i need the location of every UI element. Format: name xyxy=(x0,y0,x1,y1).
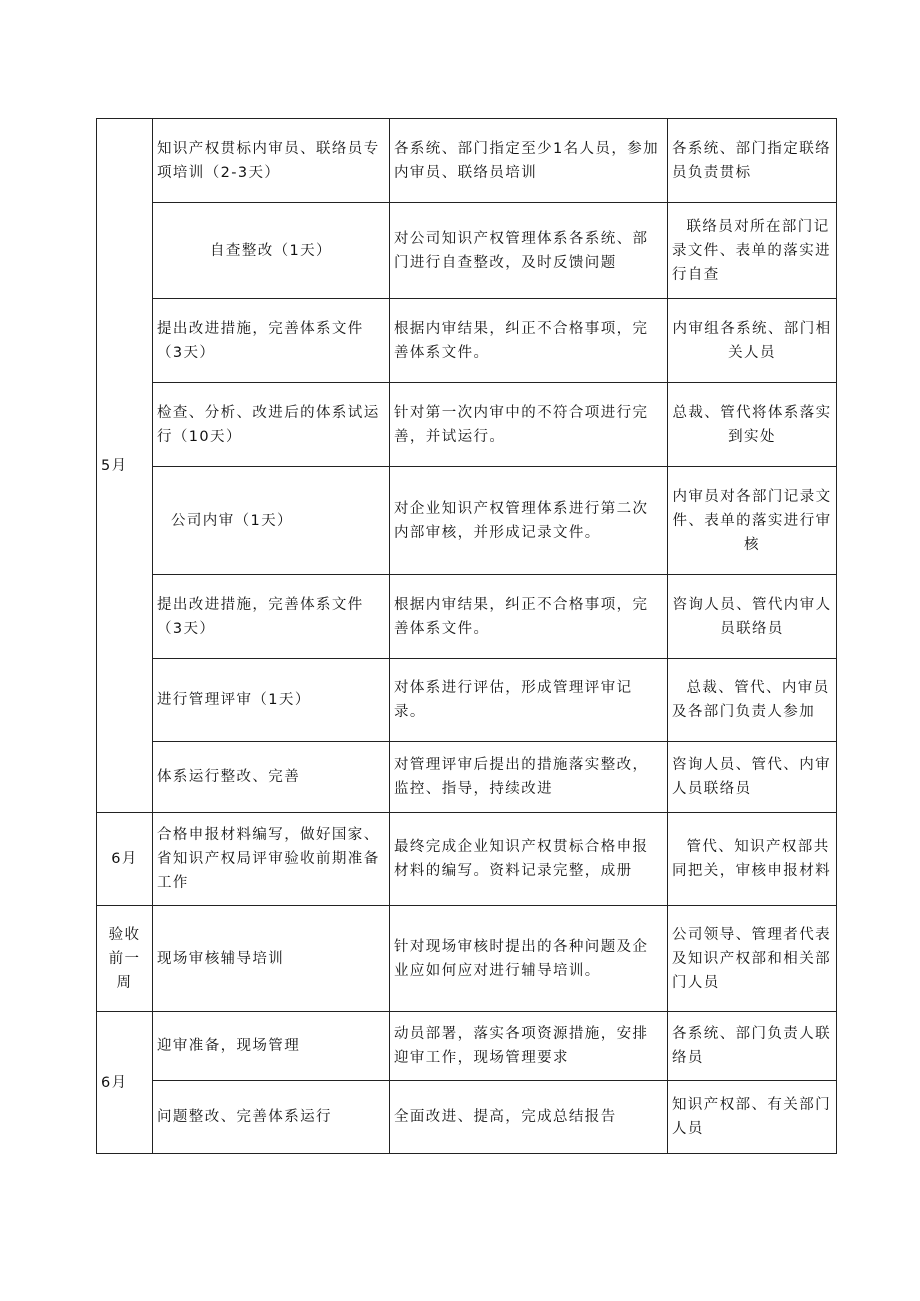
table-row xyxy=(97,383,837,467)
period-cell: 5月 xyxy=(97,119,153,813)
schedule-table xyxy=(96,118,837,1154)
owner-cell: 咨询人员、管代、内审人员联络员 xyxy=(668,742,837,813)
table-row xyxy=(97,813,837,906)
owner-cell: 公司领导、管理者代表及知识产权部和相关部门人员 xyxy=(668,906,837,1012)
task-cell: 合格申报材料编写，做好国家、省知识产权局评审验收前期准备工作 xyxy=(153,813,390,906)
table-row xyxy=(97,203,837,299)
task-cell: 知识产权贯标内审员、联络员专项培训（2-3天） xyxy=(153,119,390,203)
table-row xyxy=(97,575,837,659)
content-cell: 根据内审结果，纠正不合格事项，完善体系文件。 xyxy=(390,299,668,383)
content-cell: 各系统、部门指定至少1名人员，参加内审员、联络员培训 xyxy=(390,119,668,203)
content-cell: 对管理评审后提出的措施落实整改，监控、指导，持续改进 xyxy=(390,742,668,813)
table-row xyxy=(97,742,837,813)
period-cell: 验收前一周 xyxy=(97,906,153,1012)
content-cell: 对公司知识产权管理体系各系统、部门进行自查整改，及时反馈问题 xyxy=(390,203,668,299)
task-cell: 自查整改（1天） xyxy=(153,203,390,299)
content-cell: 对企业知识产权管理体系进行第二次内部审核，并形成记录文件。 xyxy=(390,467,668,575)
owner-cell: 总裁、管代将体系落实到实处 xyxy=(668,383,837,467)
owner-cell: 各系统、部门指定联络员负责贯标 xyxy=(668,119,837,203)
task-cell: 提出改进措施，完善体系文件（3天） xyxy=(153,575,390,659)
task-cell: 体系运行整改、完善 xyxy=(153,742,390,813)
owner-cell: 内审组各系统、部门相关人员 xyxy=(668,299,837,383)
task-cell: 检查、分析、改进后的体系试运行（10天） xyxy=(153,383,390,467)
owner-cell: 知识产权部、有关部门人员 xyxy=(668,1081,837,1154)
task-cell: 迎审准备，现场管理 xyxy=(153,1012,390,1081)
content-cell: 最终完成企业知识产权贯标合格申报材料的编写。资料记录完整，成册 xyxy=(390,813,668,906)
content-cell: 动员部署，落实各项资源措施，安排迎审工作，现场管理要求 xyxy=(390,1012,668,1081)
table-row xyxy=(97,119,837,203)
content-cell: 对体系进行评估，形成管理评审记录。 xyxy=(390,659,668,742)
task-cell: 现场审核辅导培训 xyxy=(153,906,390,1012)
period-cell: 6月 xyxy=(97,813,153,906)
owner-cell: 联络员对所在部门记录文件、表单的落实进行自查 xyxy=(668,203,837,299)
content-cell: 全面改进、提高，完成总结报告 xyxy=(390,1081,668,1154)
task-cell: 提出改进措施，完善体系文件（3天） xyxy=(153,299,390,383)
table-row xyxy=(97,299,837,383)
owner-cell: 内审员对各部门记录文件、表单的落实进行审核 xyxy=(668,467,837,575)
table-row xyxy=(97,1081,837,1154)
table-row xyxy=(97,906,837,1012)
content-cell: 针对现场审核时提出的各种问题及企业应如何应对进行辅导培训。 xyxy=(390,906,668,1012)
owner-cell: 总裁、管代、内审员及各部门负责人参加 xyxy=(668,659,837,742)
owner-cell: 咨询人员、管代内审人员联络员 xyxy=(668,575,837,659)
task-cell: 问题整改、完善体系运行 xyxy=(153,1081,390,1154)
period-cell: 6月 xyxy=(97,1012,153,1154)
owner-cell: 各系统、部门负责人联络员 xyxy=(668,1012,837,1081)
task-cell: 进行管理评审（1天） xyxy=(153,659,390,742)
content-cell: 针对第一次内审中的不符合项进行完善，并试运行。 xyxy=(390,383,668,467)
content-cell: 根据内审结果，纠正不合格事项，完善体系文件。 xyxy=(390,575,668,659)
table-row xyxy=(97,1012,837,1081)
table-row xyxy=(97,467,837,575)
owner-cell: 管代、知识产权部共同把关，审核申报材料 xyxy=(668,813,837,906)
task-cell: 公司内审（1天） xyxy=(153,467,390,575)
table-row xyxy=(97,659,837,742)
